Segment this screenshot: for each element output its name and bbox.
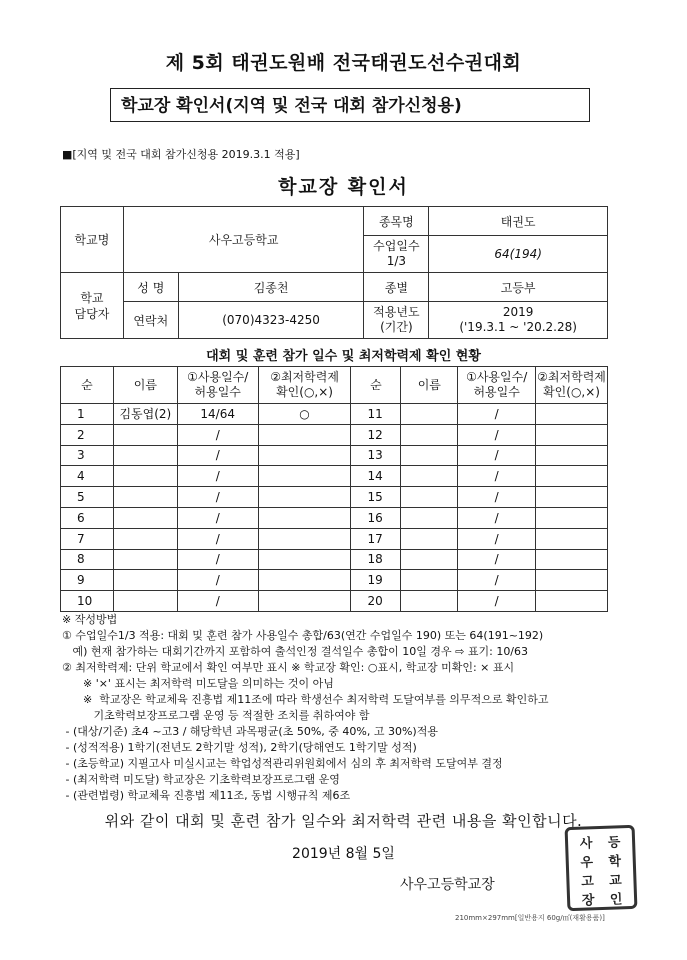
row-name [113,466,177,487]
row-no-right: 16 [351,507,401,528]
row-check-right [536,507,608,528]
class-days-label-line1: 수업일수 [373,239,420,253]
grade-label: 종별 [364,273,429,302]
row-days: / [177,528,258,549]
staff-name-label: 성 명 [123,273,178,302]
row-days: / [177,445,258,466]
form-applicability-note: ■[지역 및 전국 대회 참가신청용 2019.3.1 적용] [62,148,300,161]
row-name [113,570,177,591]
section-title: 대회 및 훈련 참가 일수 및 최저학력제 확인 현황 [206,349,481,364]
row-check-right [536,570,608,591]
header-days-line1: ①사용일수/ [187,370,249,384]
row-days-right: / [458,549,536,570]
row-no-right: 12 [351,424,401,445]
header-name-right: 이름 [401,367,458,404]
row-name [113,487,177,508]
row-name-right [401,549,458,570]
header-days-right-line2: 허용일수 [473,385,520,399]
row-name-right [401,445,458,466]
header-check-right-line1: ②최저학력제 [537,370,606,384]
row-days: / [177,570,258,591]
grade-value: 고등부 [429,273,608,302]
row-no: 8 [61,549,114,570]
row-days-right: / [458,404,536,425]
instruction-line: ※ 작성방법 [62,613,118,626]
table-header-row [61,367,608,404]
row-no: 2 [61,424,114,445]
row-no: 4 [61,466,114,487]
row-days-right: / [458,487,536,508]
row-name [113,528,177,549]
instruction-line: ※ '×' 표시는 최저학력 미도달을 의미하는 것이 아님 [62,677,334,690]
row-days-right: / [458,424,536,445]
row-days-right: / [458,466,536,487]
row-no: 7 [61,528,114,549]
table-row [61,570,608,591]
staff-label [61,273,124,339]
row-name [113,445,177,466]
table-row [61,528,608,549]
instruction-line: - (성적적용) 1학기(전년도 2학기말 성적), 2학기(당해연도 1학기말 성적) [62,741,417,754]
form-subtitle: 학교장 확인서(지역 및 전국 대회 참가신청용) [110,88,590,122]
row-name-right [401,487,458,508]
header-days [177,367,258,404]
row-name [113,591,177,612]
row-name-right [401,507,458,528]
principal-signature: 사우고등학교장 [400,877,495,893]
confirmation-statement: 위와 같이 대회 및 훈련 참가 일수와 최저학력 관련 내용을 확인합니다. [104,812,583,830]
row-check-right [536,424,608,445]
instruction-line: ① 수업일수1/3 적용: 대회 및 훈련 참가 사용일수 총합/63(연간 수업일수 190) 또는 64(191~192) [62,629,544,642]
staff-label-line1: 학교 [80,290,104,305]
event-value: 태권도 [429,207,608,236]
period-range: ('19.3.1 ~ '20.2.28) [459,320,577,334]
document-date: 2019년 8월 5일 [292,846,395,862]
header-check-line2: 확인(○,×) [276,385,333,399]
row-check [258,570,351,591]
row-no-right: 11 [351,404,401,425]
instruction-line: ※ 학교장은 학교체육 진흥법 제11조에 따라 학생선수 최저학력 도달여부를 의무적으로 확인하고 [62,693,549,706]
row-no-right: 15 [351,487,401,508]
table-row [61,445,608,466]
row-days: / [177,507,258,528]
row-no-right: 14 [351,466,401,487]
row-check [258,487,351,508]
header-days-right [458,367,536,404]
instruction-line: - (관련법령) 학교체육 진흥법 제11조, 동법 시행규칙 제6조 [62,789,351,802]
row-days: / [177,466,258,487]
class-days-value: 64(194) [429,236,608,273]
table-row [61,466,608,487]
row-check [258,528,351,549]
row-check-right [536,487,608,508]
paper-spec: 210mm×297mm[일반용지 60g/㎡(재활용품)] [455,914,605,922]
row-no: 10 [61,591,114,612]
instruction-line: - (최저학력 미도달) 학교장은 기초학력보장프로그램 운영 [62,773,340,786]
row-name-right [401,570,458,591]
row-check [258,507,351,528]
row-no-right: 18 [351,549,401,570]
row-check-right [536,591,608,612]
info-table [60,206,608,339]
row-no: 6 [61,507,114,528]
contact-label: 연락처 [123,302,178,339]
instruction-line: - (대상/기준) 초4 ~고3 / 해당학년 과목평균(초 50%, 중 40%, 고 30%)적용 [62,725,438,738]
school-seal-stamp: 사 등 우 학 고 교 장 인 [565,825,638,911]
period-label [364,302,429,339]
table-row [61,404,608,425]
row-days: / [177,424,258,445]
row-check-right [536,466,608,487]
header-days-right-line1: ①사용일수/ [466,370,528,384]
period-value [429,302,608,339]
header-check-line1: ②최저학력제 [270,370,339,384]
class-days-label-line2: 1/3 [386,254,407,268]
row-check [258,424,351,445]
row-days-right: / [458,445,536,466]
school-value: 사우고등학교 [123,207,364,273]
row-name [113,549,177,570]
row-check-right [536,445,608,466]
row-days: / [177,487,258,508]
table-row [61,549,608,570]
row-days-right: / [458,570,536,591]
row-no: 1 [61,404,114,425]
row-no-right: 13 [351,445,401,466]
row-name-right [401,404,458,425]
period-label-line1: 적용년도 [373,305,420,319]
event-label: 종목명 [364,207,429,236]
participation-table [60,366,608,612]
event-title: 제 5회 태권도원배 전국태권도선수권대회 [165,52,522,74]
period-year: 2019 [502,305,534,319]
row-check [258,466,351,487]
header-no-right: 순 [351,367,401,404]
header-check [258,367,351,404]
instruction-line: - (초등학교) 지필고사 미실시교는 학업성적관리위원회에서 심의 후 최저학력 도달여부 결정 [62,757,503,770]
row-days: 14/64 [177,404,258,425]
header-check-right-line2: 확인(○,×) [543,385,600,399]
instruction-line: 예) 현재 참가하는 대회기간까지 포함하여 출석인정 결석일수 총합이 10일 경우 ⇨ 표기: 10/63 [62,645,529,658]
table-row [61,507,608,528]
instruction-line: ② 최저학력제: 단위 학교에서 확인 여부만 표시 ※ 학교장 확인: ○표시, 학교장 미확인: × 표시 [62,661,515,674]
row-no: 3 [61,445,114,466]
row-name-right [401,591,458,612]
row-check [258,445,351,466]
row-check-right [536,404,608,425]
row-name [113,424,177,445]
writing-instructions [62,612,642,804]
table-row [61,591,608,612]
row-days: / [177,549,258,570]
row-days-right: / [458,507,536,528]
row-no-right: 20 [351,591,401,612]
staff-name-value: 김종천 [178,273,364,302]
school-label: 학교명 [61,207,124,273]
row-name [113,507,177,528]
header-days-line2: 허용일수 [194,385,241,399]
staff-label-line2: 담당자 [74,306,110,321]
header-name: 이름 [113,367,177,404]
row-no: 5 [61,487,114,508]
instruction-line: 기초학력보장프로그램 운영 등 적절한 조치를 취하여야 함 [62,709,370,722]
row-check [258,549,351,570]
header-check-right [536,367,608,404]
row-no-right: 17 [351,528,401,549]
row-check [258,591,351,612]
row-check: ○ [258,404,351,425]
row-check-right [536,549,608,570]
period-label-line2: (기간) [380,320,413,334]
row-no: 9 [61,570,114,591]
table-row [61,424,608,445]
contact-value: (070)4323-4250 [178,302,364,339]
row-check-right [536,528,608,549]
row-name-right [401,466,458,487]
row-days-right: / [458,528,536,549]
row-days-right: / [458,591,536,612]
header-no: 순 [61,367,114,404]
row-name: 김동엽(2) [113,404,177,425]
table-row [61,487,608,508]
row-no-right: 19 [351,570,401,591]
form-title: 학교장 확인서 [278,176,409,198]
row-name-right [401,424,458,445]
row-name-right [401,528,458,549]
row-days: / [177,591,258,612]
class-days-label [364,236,429,273]
